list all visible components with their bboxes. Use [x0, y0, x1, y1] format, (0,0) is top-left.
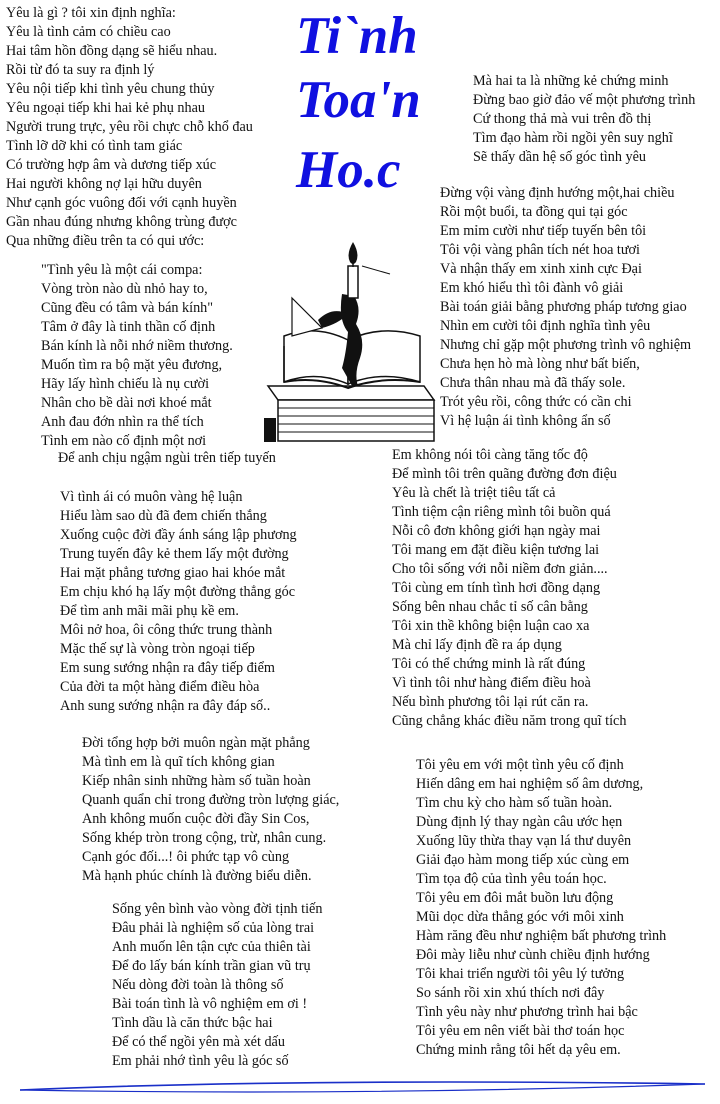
poem-line: Để tìm anh mãi mãi phụ kề em. — [60, 603, 239, 619]
poem-line: Và nhận thấy em xinh xinh cực Đại — [440, 261, 642, 277]
title-line-2: Toa'n — [296, 71, 421, 129]
poem-line: Tìm đạo hàm rồi ngồi yên suy nghĩ — [473, 130, 673, 146]
poem-line: Đâu phải là nghiệm số của lòng trai — [112, 920, 315, 936]
poem-line: Kiếp nhân sinh những hàm số tuần hoàn — [82, 773, 311, 789]
poem-line: Chưa hẹn hò mà lòng như bất biến, — [440, 356, 640, 372]
lectern-base — [264, 386, 434, 442]
poem-line: Em phải nhớ tình yêu là góc số — [112, 1053, 289, 1069]
poem-line: Đôi mày liễu như cùnh chiều định hướng — [416, 947, 650, 963]
stanza-4-ending — [58, 449, 276, 468]
poem-line: Rồi từ đó ta suy ra định lý — [6, 62, 155, 78]
stanza-9 — [112, 900, 322, 1071]
poem-line: Yêu là tình cảm có chiều cao — [6, 24, 171, 40]
poem-line: Mà hai ta là những kẻ chứng minh — [473, 73, 669, 89]
poem-line: Tôi vội vàng phân tích nét hoa tươi — [440, 242, 640, 258]
poem-line: Để anh chịu ngậm ngùi trên tiếp tuyến — [58, 450, 276, 466]
poem-line: Em sung sướng nhận ra đây tiếp điểm — [60, 660, 275, 676]
poem-line: Cho tôi sống với nỗi niềm đơn giản.... — [392, 561, 608, 577]
poem-line: Yêu ngoại tiếp khi hai kẻ phụ nhau — [6, 100, 205, 116]
poem-line: Sẽ thấy dần hệ số góc tình yêu — [473, 149, 646, 165]
poem-line: Mà tình em là quĩ tích không gian — [82, 754, 275, 770]
poem-line: Tôi xin thề không biện luận cao xa — [392, 618, 590, 634]
title-line-3: Ho.c — [296, 141, 401, 199]
poem-line: Mà chỉ lấy định đề ra áp dụng — [392, 637, 562, 653]
stanza-4 — [41, 261, 233, 451]
poem-line: Sống khép tròn trong cộng, trừ, nhân cung. — [82, 830, 327, 846]
poem-line: Cứ thong thả mà vui trên đồ thị — [473, 111, 652, 127]
poem-line: Hai tâm hồn đồng dạng sẽ hiểu nhau. — [6, 43, 218, 59]
stanza-1 — [6, 4, 253, 251]
poem-line: "Tình yêu là một cái compa: — [41, 262, 203, 278]
poem-line: Cũng đều có tâm và bán kính" — [41, 300, 214, 316]
poem-line: Chứng minh rằng tôi hết dạ yêu em. — [416, 1042, 621, 1058]
poem-line: Đừng bao giờ đảo vế một phương trình — [473, 92, 696, 108]
poem-line: Của đời ta một hàng điểm điều hòa — [60, 679, 260, 695]
poem-line: Tìm tọa độ của tình yêu toán học. — [416, 871, 607, 887]
poem-line: Em chịu khó hạ lấy một đường thẳng góc — [60, 584, 296, 600]
poem-line: Tôi yêu em với một tình yêu cố định — [416, 757, 624, 773]
poem-line: Sống bên nhau chắc tỉ số cân bằng — [392, 599, 588, 615]
title-line-1: Ti`nh — [296, 7, 418, 65]
poem-line: Mũi dọc dừa thẳng góc với môi xinh — [416, 909, 624, 925]
poem-line: Nhìn em cười tôi định nghĩa tình yêu — [440, 318, 651, 334]
poem-line: Nhân cho bề dài nơi khoé mắt — [41, 395, 212, 411]
poem-line: Đừng vội vàng định hướng một,hai chiều — [440, 185, 675, 201]
poem-line: Anh sung sướng nhận ra đây đáp số.. — [60, 698, 271, 714]
stanza-7 — [82, 734, 339, 886]
poem-line: Tình lỡ dỡ khi có tình tam giác — [6, 138, 183, 154]
poem-line: Hãy lấy hình chiếu là nụ cười — [41, 376, 210, 392]
stanza-8 — [416, 756, 666, 1060]
poem-line: Bài toán tình là vô nghiệm em ơi ! — [112, 996, 308, 1012]
poem-line: Tình dầu là căn thức bậc hai — [112, 1015, 273, 1031]
poem-line: Hàm răng đều như nghiệm bất phương trình — [416, 928, 667, 944]
poem-line: Tìm chu kỳ cho hàm số tuần hoàn. — [416, 795, 613, 811]
poem-line: Cũng chẳng khác điều năm trong quĩ tích — [392, 713, 627, 729]
poem-line: Anh muốn lên tận cực của thiên tài — [112, 939, 311, 955]
poem-line: Anh đau đớn nhìn ra thể tích — [41, 414, 204, 430]
poem-line: Gần nhau đúng nhưng không trùng được — [6, 214, 237, 230]
poem-line: Tôi cùng em tính tình hơi đồng dạng — [392, 580, 601, 596]
poem-line: Nếu bình phương tôi lại rút căn ra. — [392, 694, 589, 710]
poem-line: Tôi mang em đặt điều kiện tương lai — [392, 542, 600, 558]
poem-line: Tôi yêu em đôi mắt buồn lưu động — [416, 890, 614, 906]
poem-line: Môi nở hoa, ôi công thức trung thành — [60, 622, 273, 638]
bottom-decorative-rule — [0, 1070, 720, 1100]
poem-line: Tình yêu này như phương trình hai bậc — [416, 1004, 638, 1020]
poem-line: Để mình tôi trên quãng đường đơn điệu — [392, 466, 617, 482]
poem-line: Bán kính là nỗi nhớ niềm thương. — [41, 338, 233, 354]
poem-line: Tôi yêu em nên viết bài thơ toán học — [416, 1023, 625, 1039]
poem-line: Đời tổng hợp bởi muôn ngàn mặt phẳng — [82, 735, 310, 751]
poem-line: Bài toán giải bằng phương pháp tương giao — [440, 299, 687, 315]
poem-line: Yêu là chết là triệt tiêu tất cả — [392, 485, 556, 501]
poem-line: Quanh quẩn chỉ trong đường tròn lượng giác, — [82, 792, 340, 808]
poem-line: Tình em nào cố định một nơi — [41, 433, 207, 449]
stanza-2 — [473, 72, 695, 167]
poem-line: Như cạnh góc vuông đối với cạnh huyền — [6, 195, 237, 211]
poem-line: Muốn tìm ra bộ mặt yêu đương, — [41, 357, 223, 373]
poem-line: Vì tình tôi như hàng điểm điều hoà — [392, 675, 591, 691]
poem-line: Vì hệ luận ái tình không ẩn số — [440, 413, 611, 429]
poem-line: Có trường hợp âm và dương tiếp xúc — [6, 157, 217, 173]
poem-line: Em khó hiểu thì tôi đành vô giải — [440, 280, 624, 296]
poem-line: Xuống lũy thừa thay vạn lá thư duyên — [416, 833, 632, 849]
stanza-5 — [392, 446, 626, 731]
poem-line: Nhưng chỉ gặp một phương trình vô nghiệm — [440, 337, 692, 353]
stanza-3 — [440, 184, 691, 431]
poem-line: Tâm ở đây là tinh thần cố định — [41, 319, 216, 335]
poem-line: Vì tình ái có muôn vàng hệ luận — [60, 489, 243, 505]
poem-line: Mà hạnh phúc chính là đường biểu diễn. — [82, 868, 312, 884]
poem-line: Yêu là gì ? tôi xin định nghĩa: — [6, 5, 176, 21]
poem-line: Trung tuyến đây kẻ them lấy một đường — [60, 546, 289, 562]
poem-line: Yêu nội tiếp khi tình yêu chung thủy — [6, 81, 215, 97]
poem-line: Em mỉm cười như tiếp tuyến bên tôi — [440, 223, 647, 239]
poem-line: Dùng định lý thay ngàn câu ước hẹn — [416, 814, 623, 830]
poem-line: Xuống cuộc đời đầy ánh sáng lập phương — [60, 527, 297, 543]
poem-line: Hiến dâng em hai nghiệm số âm dương, — [416, 776, 644, 792]
poem-line: Tôi có thể chứng minh là rất đúng — [392, 656, 586, 672]
poem-line: Em không nói tôi càng tăng tốc độ — [392, 447, 588, 463]
poem-line: So sánh rồi xin xhú thích nơi đây — [416, 985, 605, 1001]
poem-line: Anh không muốn cuộc đời đầy Sin Cos, — [82, 811, 310, 827]
poem-line: Hai mặt phẳng tương giao hai khóe mắt — [60, 565, 286, 581]
poem-line: Nỗi cô đơn không giới hạn ngày mai — [392, 523, 601, 539]
candle-book-illustration — [262, 236, 442, 446]
poem-line: Nếu dòng đời toàn là thông số — [112, 977, 284, 993]
poem-line: Hiểu làm sao dù đã đem chiến thắng — [60, 508, 267, 524]
poem-line: Để có thể ngồi yên mà xét dấu — [112, 1034, 285, 1050]
poem-line: Sống yên bình vào vòng đời tịnh tiến — [112, 901, 323, 917]
poem-line: Hai người không nợ lại hữu duyên — [6, 176, 202, 192]
poem-line: Cạnh góc đối...! ôi phức tạp vô cùng — [82, 849, 290, 865]
poem-line: Người trung trực, yêu rồi chực chỗ khổ đau — [6, 119, 253, 135]
poem-line: Tôi khai triển người tôi yêu lý tưởng — [416, 966, 625, 982]
poem-line: Vòng tròn nào dù nhỏ hay to, — [41, 281, 208, 297]
poem-line: Trót yêu rồi, công thức có cần chi — [440, 394, 632, 410]
poem-line: Qua những điều trên ta có qui ước: — [6, 233, 205, 249]
poem-line: Rồi một buổi, ta đồng qui tại góc — [440, 204, 628, 220]
poem-line: Giải đạo hàm mong tiếp xúc cùng em — [416, 852, 630, 868]
poem-line: Tình tiệm cận riêng mình tôi buồn quá — [392, 504, 611, 520]
stanza-6 — [60, 488, 297, 716]
poem-line: Để đo lấy bán kính trần gian vũ trụ — [112, 958, 311, 974]
poem-line: Mặc thế sự là vòng tròn ngoại tiếp — [60, 641, 255, 657]
poem-line: Chưa thân nhau mà đã thấy sole. — [440, 375, 626, 391]
